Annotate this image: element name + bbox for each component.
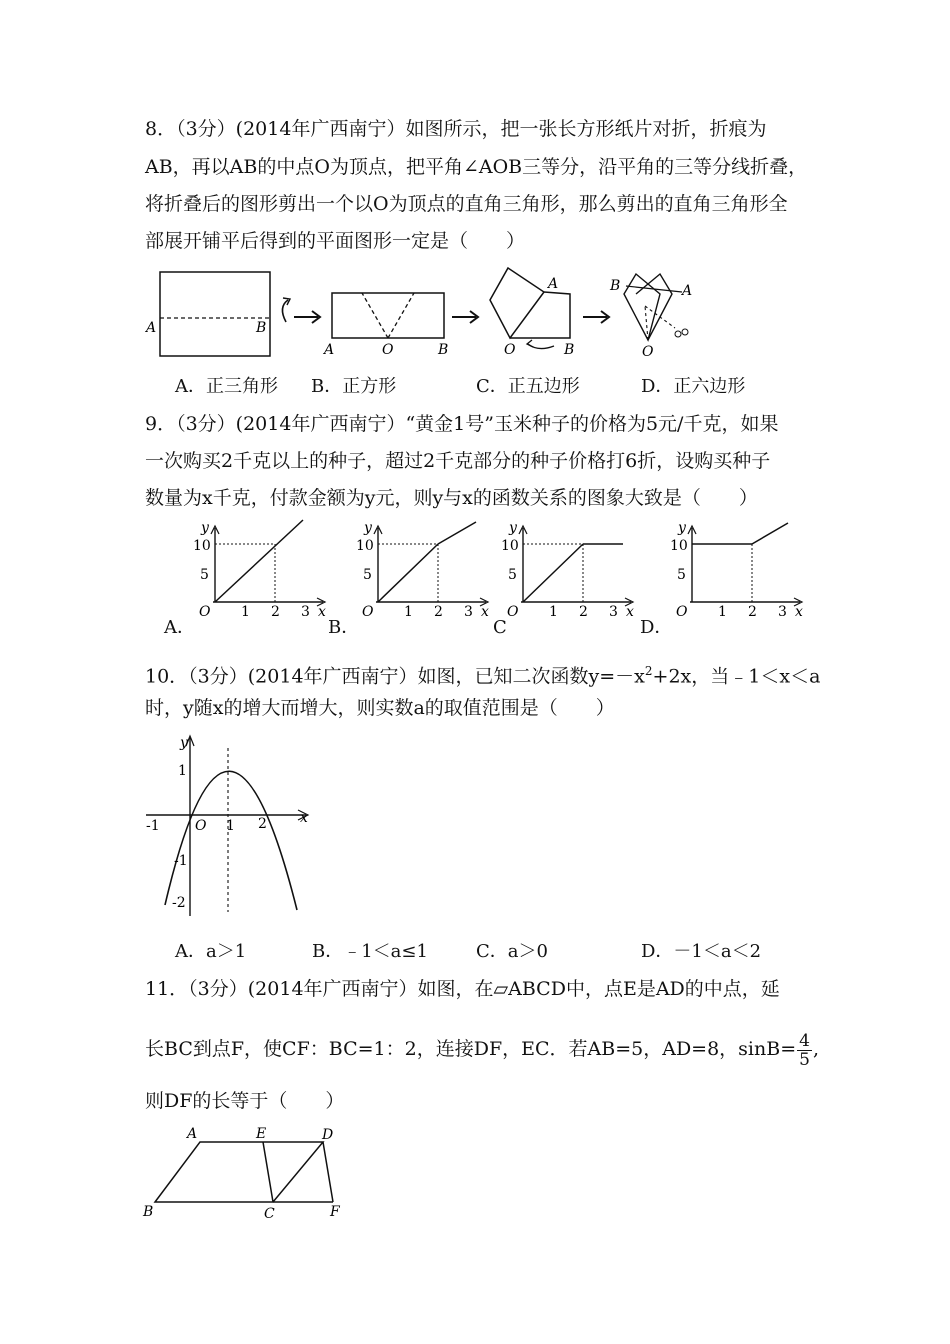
q9-option-a: A．	[164, 617, 195, 638]
svg-text:C: C	[264, 1206, 275, 1222]
q11-fraction-denominator: 5	[799, 1049, 810, 1070]
q10-exponent: 2	[644, 664, 653, 678]
svg-text:x: x	[318, 604, 326, 620]
q8-label-a4: A	[682, 283, 693, 299]
q9-line-1: 9．（3分）(2014年广西南宁）“黄金1号”玉米种子的价格为5元/千克，如果	[145, 413, 779, 435]
q8-option-b: B．正方形	[311, 376, 397, 397]
svg-text:-1: -1	[174, 853, 188, 869]
q11-line-1: 11．（3分）(2014年广西南宁）如图，在▱ABCD中，点E是AD的中点，延	[145, 978, 780, 1000]
q8-label-a2: A	[324, 342, 335, 358]
svg-text:2: 2	[271, 604, 280, 620]
q8-line-1: 8．（3分）(2014年广西南宁）如图所示，把一张长方形纸片对折，折痕为	[145, 118, 767, 140]
svg-text:O: O	[507, 604, 519, 620]
svg-text:2: 2	[258, 816, 267, 832]
svg-text:y: y	[678, 520, 686, 536]
svg-text:y: y	[201, 520, 209, 536]
q8-label-o4: O	[642, 344, 654, 360]
svg-text:5: 5	[363, 567, 372, 583]
q10-option-d: D．－1＜a＜2	[641, 941, 762, 962]
svg-text:1: 1	[226, 818, 235, 834]
q11-line-2-text: 长BC到点F，使CF：BC=1：2，连接DF，EC．若AB=5，AD=8，sinB=	[145, 1038, 797, 1060]
q8-line-2: AB，再以AB的中点O为顶点，把平角∠AOB三等分，沿平角的三等分线折叠，	[145, 156, 808, 178]
q11-fraction-numerator: 4	[799, 1030, 810, 1051]
svg-text:3: 3	[778, 604, 787, 620]
svg-text:y: y	[364, 520, 372, 536]
svg-text:1: 1	[404, 604, 413, 620]
svg-text:5: 5	[508, 567, 517, 583]
svg-text:-2: -2	[172, 895, 186, 911]
svg-text:A: A	[187, 1126, 198, 1142]
q10-line-2: 时，y随x的增大而增大，则实数a的取值范围是（ ）	[145, 697, 615, 719]
q9-option-d: D．	[640, 617, 673, 638]
svg-text:2: 2	[579, 604, 588, 620]
svg-text:2: 2	[434, 604, 443, 620]
svg-text:x: x	[626, 604, 634, 620]
svg-text:10: 10	[193, 538, 211, 554]
q10-line-1-text-b: +2x，当﹣1＜x＜a	[652, 665, 821, 688]
svg-text:y: y	[180, 735, 188, 751]
q8-line-3: 将折叠后的图形剪出一个以O为顶点的直角三角形，那么剪出的直角三角形全	[145, 193, 788, 215]
q11-line-3: 则DF的长等于（ ）	[145, 1090, 345, 1112]
svg-text:3: 3	[464, 604, 473, 620]
svg-text:10: 10	[356, 538, 374, 554]
svg-text:O: O	[195, 818, 207, 834]
q8-label-o2: O	[382, 342, 394, 358]
q10-option-b: B．﹣1＜a≤1	[312, 941, 428, 962]
q8-label-a1: A	[146, 320, 157, 336]
svg-text:x: x	[795, 604, 803, 620]
svg-text:3: 3	[301, 604, 310, 620]
q10-option-a: A．a＞1	[175, 941, 247, 962]
svg-text:x: x	[481, 604, 489, 620]
svg-text:y: y	[509, 520, 517, 536]
q8-option-c: C．正五边形	[476, 376, 580, 397]
q8-label-o3: O	[504, 342, 516, 358]
q10-option-c: C．a＞0	[476, 941, 548, 962]
svg-text:-1: -1	[146, 818, 160, 834]
svg-text:x: x	[300, 810, 308, 826]
svg-text:D: D	[322, 1127, 334, 1143]
svg-text:O: O	[676, 604, 688, 620]
svg-text:5: 5	[200, 567, 209, 583]
svg-text:5: 5	[677, 567, 686, 583]
q9-line-2: 一次购买2千克以上的种子，超过2千克部分的种子价格打6折，设购买种子	[145, 450, 771, 472]
svg-text:O: O	[362, 604, 374, 620]
q8-line-4: 部展开铺平后得到的平面图形一定是（ ）	[145, 230, 526, 252]
svg-text:F: F	[330, 1204, 340, 1220]
svg-text:2: 2	[748, 604, 757, 620]
q8-label-b4: B	[610, 278, 621, 294]
q11-line-2-end: ,	[812, 1038, 820, 1060]
q8-option-d: D．正六边形	[641, 376, 746, 397]
q8-label-b2: B	[438, 342, 449, 358]
svg-text:1: 1	[241, 604, 250, 620]
q9-option-b: B．	[328, 617, 360, 638]
svg-text:10: 10	[501, 538, 519, 554]
q9-option-c: C	[493, 617, 507, 638]
q8-label-a3: A	[548, 276, 559, 292]
svg-text:B: B	[143, 1204, 154, 1220]
q8-option-a: A．正三角形	[175, 376, 278, 397]
svg-text:1: 1	[718, 604, 727, 620]
svg-text:O: O	[199, 604, 211, 620]
q8-label-b1: B	[256, 320, 267, 336]
svg-text:3: 3	[609, 604, 618, 620]
svg-text:E: E	[256, 1126, 267, 1142]
q10-line-1-text-a: 10．（3分）(2014年广西南宁）如图，已知二次函数y=－x	[145, 665, 645, 688]
svg-text:10: 10	[670, 538, 688, 554]
svg-text:1: 1	[549, 604, 558, 620]
svg-text:1: 1	[178, 763, 187, 779]
q8-label-b3: B	[564, 342, 575, 358]
q9-line-3: 数量为x千克，付款金额为y元，则y与x的函数关系的图象大致是（ ）	[145, 487, 758, 509]
